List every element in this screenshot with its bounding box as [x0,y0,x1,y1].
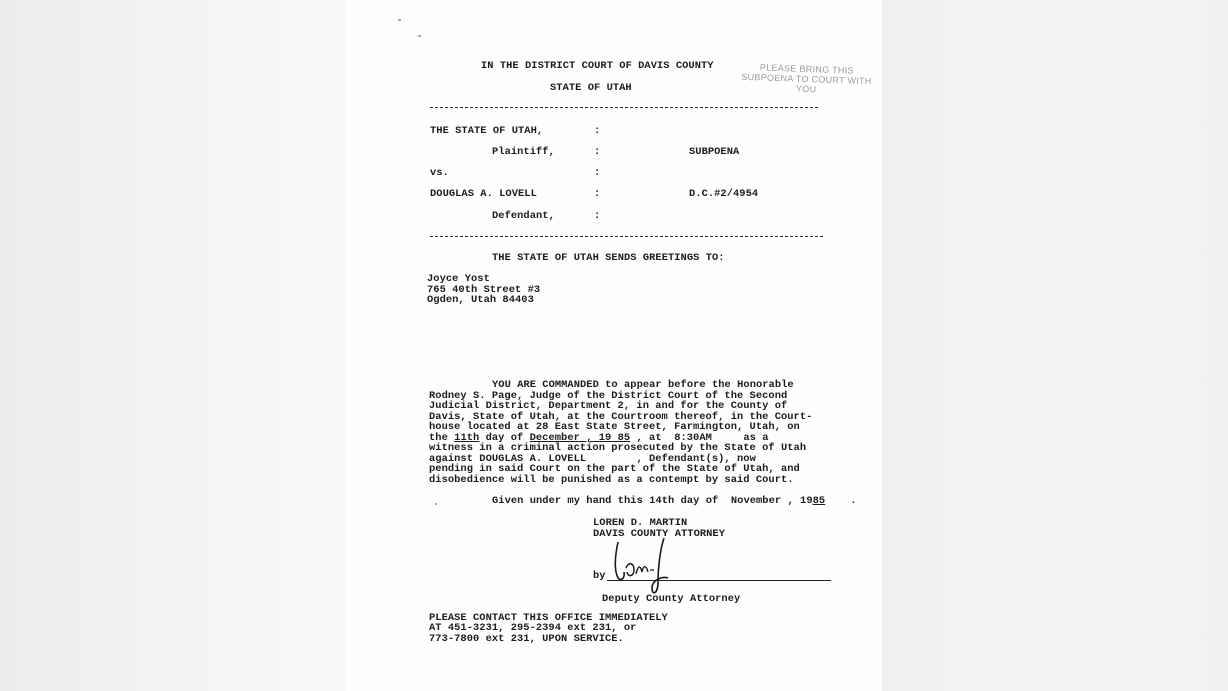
appearance-day: 11th [454,432,480,444]
text: day of [479,432,530,444]
signatory-name: LOREN D. MARTIN [593,517,688,529]
body-line: Rodney S. Page, Judge of the District Court of the Second [429,390,788,402]
given-month: November [730,495,782,507]
text: the [429,432,455,444]
deputy-title: Deputy County Attorney [602,593,741,605]
versus: vs. [430,167,449,179]
text: , 19 [579,432,618,444]
stamp-line-2: SUBPOENA TO COURT WITH YOU [741,71,872,95]
bring-subpoena-stamp [731,61,883,96]
court-header: IN THE DISTRICT COURT OF DAVIS COUNTY [481,60,714,72]
contact-line: AT 451-3231, 295-2394 ext 231, or [429,622,637,634]
recipient-name: Joyce Yost [427,273,490,285]
text: . [825,495,857,507]
body-defendant: DOUGLAS A. LOVELL [479,453,587,465]
scan-speck [435,503,437,505]
body-line: disobedience will be punished as a contempt by said Court. [429,474,794,486]
body-line: witness in a criminal action prosecuted by the State of Utah [429,442,807,454]
recipient-street: 765 40th Street #3 [427,284,541,296]
handwritten-signature [612,538,682,598]
text: , at 8:30AM as a [630,432,769,444]
caption-colon: : [594,125,601,137]
caption-colon: : [594,188,601,200]
body-line: YOU ARE COMMANDED to appear before the Honorable [492,379,794,391]
given-day: 14th [649,495,675,507]
body-line: Judicial District, Department 2, in and for the County of [429,400,788,412]
text: , 19 [781,495,813,507]
body-line: pending in said Court on the part of the State of Utah, and [429,463,800,475]
document-type: SUBPOENA [689,146,740,158]
case-number: D.C.#2/4954 [689,188,759,200]
defendant-name: DOUGLAS A. LOVELL [430,188,537,200]
appearance-month: December [529,432,580,444]
defendant-role: Defendant, [492,210,555,222]
given-line [492,496,857,507]
divider-bottom [430,236,823,237]
scan-speck [398,19,401,21]
body-line: house located at 28 East State Street, Farmington, Utah, on [429,421,800,433]
appearance-year: 85 [617,432,631,444]
caption-colon: : [594,146,601,158]
contact-line: 773-7800 ext 231, UPON SERVICE. [429,633,624,645]
plaintiff-name: THE STATE OF UTAH, [430,125,544,137]
text: , Defendant(s), now [586,453,756,465]
given-year: 85 [812,495,826,507]
text: day of [674,495,731,507]
text: against [429,453,480,465]
text: Given under my hand this [492,495,650,507]
state-header: STATE OF UTAH [550,82,632,94]
caption-colon: : [594,210,601,222]
divider-top [430,107,818,108]
caption-colon: : [594,167,601,179]
stamp-line-1: PLEASE BRING THIS [759,62,854,76]
body-line: Davis, State of Utah, at the Courtroom thereof, in the Court- [429,411,813,423]
subpoena-page [346,0,882,691]
recipient-city: Ogden, Utah 84403 [427,294,534,306]
contact-line: PLEASE CONTACT THIS OFFICE IMMEDIATELY [429,612,668,624]
greeting: THE STATE OF UTAH SENDS GREETINGS TO: [492,252,725,264]
scan-speck [418,35,421,37]
signatory-title: DAVIS COUNTY ATTORNEY [593,528,725,540]
background-right [882,0,1228,691]
by-label: by [593,570,606,582]
plaintiff-role: Plaintiff, [492,146,555,158]
